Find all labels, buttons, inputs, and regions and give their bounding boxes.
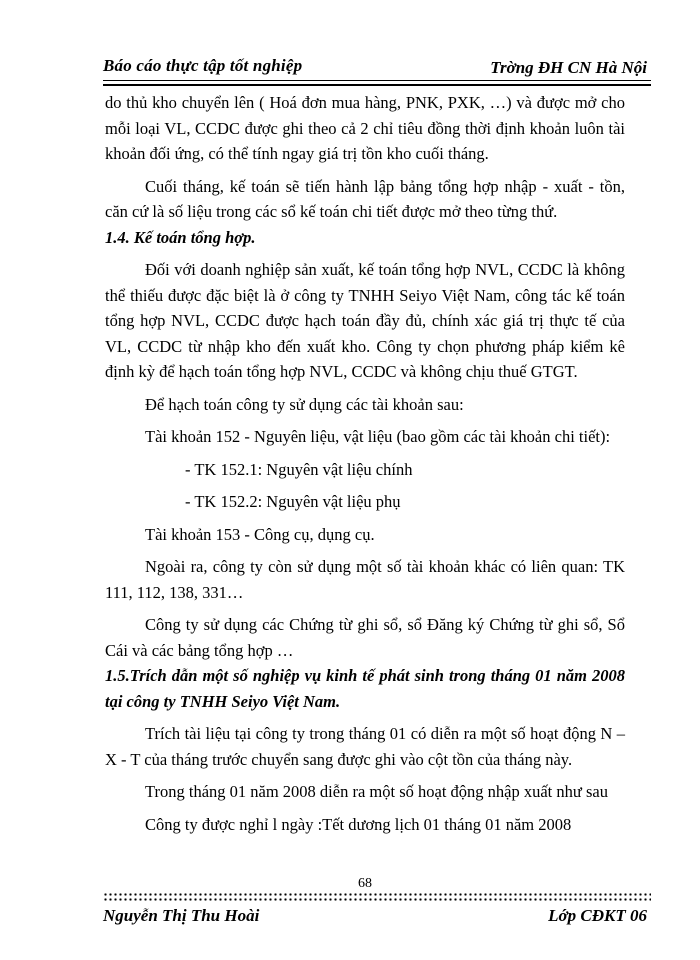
body-line: Ngoài ra, công ty còn sử dụng một số tài khoản khác có liên quan: TK [145,557,625,576]
footer-class: Lớp CĐKT 06 [548,906,647,925]
body-line: VL, CCDC từ nhập kho đến xuất kho. Công ty chọn phương pháp kiểm kê [105,336,625,356]
body-line: Trích tài liệu tại công ty trong tháng 01 có diễn ra một số hoạt động N – [145,724,625,743]
body-line: Tài khoản 152 - Nguyên liệu, vật liệu (bao gồm các tài khoản chi tiết): [145,427,611,446]
body-line: Cái và các bảng tổng hợp … [105,640,294,660]
body-line: khoản đối ứng, có thể tính ngay giá trị tồn kho cuối tháng. [105,144,489,163]
page-body [105,90,625,837]
body-line: tổng hợp NVL, CCDC được hạch toán đầy đủ, chính xác giá trị thực tế của [105,311,625,330]
body-line: do thủ kho chuyển lên ( Hoá đơn mua hàng, PNK, PXK, …) và được mở cho [105,93,625,112]
section-heading-1-5-cont: tại công ty TNHH Seiyo Việt Nam. [105,691,341,711]
body-line: 111, 112, 138, 331… [105,582,244,602]
body-line: Công ty sử dụng các Chứng từ ghi sổ, sổ Đăng ký Chứng từ ghi sổ, Sổ [145,615,625,634]
body-line: Để hạch toán công ty sử dụng các tài khoản sau: [145,394,464,414]
header-rule-thick [103,84,651,86]
section-heading-1-4: 1.4. Kế toán tổng hợp. [105,227,256,247]
body-line: mỗi loại VL, CCDC được ghi theo cả 2 chỉ tiêu đồng thời định khoản luôn tài [105,118,625,138]
body-line: Trong tháng 01 năm 2008 diễn ra một số hoạt động nhập xuất như sau [145,782,608,801]
body-line: Cuối tháng, kế toán sẽ tiến hành lập bảng tổng hợp nhập - xuất - tồn, [145,176,625,196]
body-line: định kỳ để hạch toán tổng hợp NVL, CCDC và không chịu thuế GTGT. [105,362,578,381]
body-line: Đối với doanh nghiệp sản xuất, kế toán tổng hợp NVL, CCDC là không [145,260,625,279]
footer-author: Nguyễn Thị Thu Hoài [103,906,260,925]
section-heading-1-5: 1.5.Trích dẫn một số nghiệp vụ kinh tế phát sinh trong tháng 01 năm 2008 [105,666,625,685]
list-item: - TK 152.2: Nguyên vật liệu phụ [185,492,401,511]
header-school-name: Trờng ĐH CN Hà Nội [490,58,647,77]
body-line: căn cứ là số liệu trong các sổ kế toán chi tiết được mở theo từng thứ. [105,202,558,221]
list-item: - TK 152.1: Nguyên vật liệu chính [185,459,413,479]
body-line: thể thiếu được đặc biệt là ở công ty TNHH Seiyo Việt Nam, công tác kế toán [105,285,625,305]
page-number: 68 [358,876,372,891]
body-line: Công ty được nghỉ l ngày :Tết dương lịch 01 tháng 01 năm 2008 [145,814,572,834]
body-line: X - T của tháng trước chuyển sang được ghi vào cột tồn của tháng này. [105,749,573,769]
footer-dotted-rule [103,898,651,901]
header-report-title: Báo cáo thực tập tốt nghiệp [103,56,303,75]
body-line: Tài khoản 153 - Công cụ, dụng cụ. [145,524,375,544]
header-rule-thin [103,80,651,81]
footer-dotted-rule [103,893,651,896]
